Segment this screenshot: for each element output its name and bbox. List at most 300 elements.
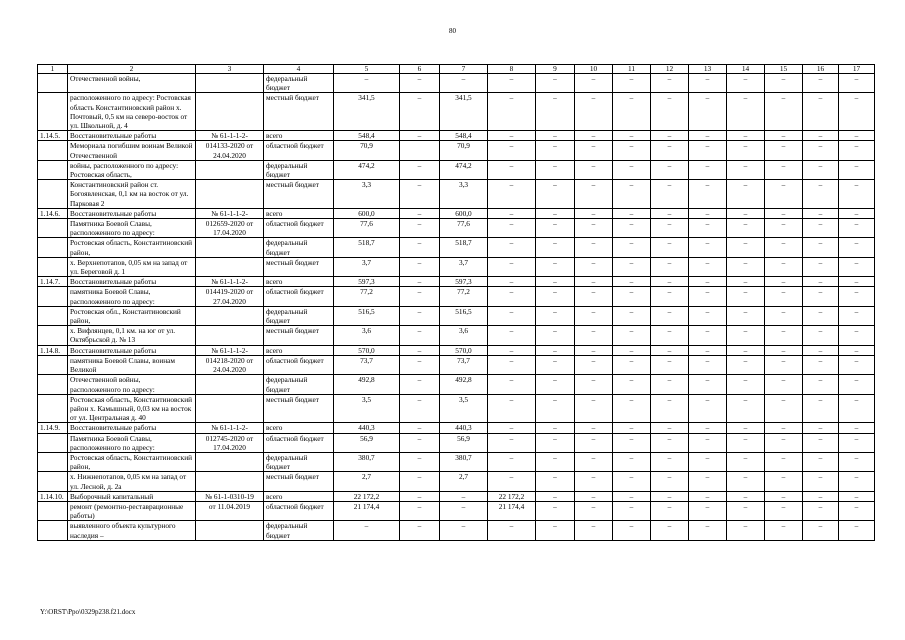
funding-source-cell: местный бюджет bbox=[264, 93, 334, 131]
value-cell: 3,5 bbox=[334, 394, 400, 423]
description-cell: х. Нижнепотапов, 0,05 км на запад от ул. Лесной, д. 2а bbox=[68, 472, 196, 491]
table-row bbox=[38, 345, 875, 355]
value-cell: – bbox=[488, 394, 536, 423]
funding-source-cell: областной бюджет bbox=[264, 141, 334, 160]
value-cell: – bbox=[613, 131, 651, 141]
value-cell: – bbox=[803, 74, 839, 93]
value-cell: – bbox=[765, 375, 803, 394]
value-cell: 516,5 bbox=[334, 306, 400, 325]
value-cell: – bbox=[803, 180, 839, 209]
value-cell: – bbox=[400, 219, 440, 238]
value-cell: – bbox=[613, 160, 651, 179]
item-number-cell bbox=[38, 287, 68, 306]
value-cell: – bbox=[400, 238, 440, 257]
value-cell: – bbox=[803, 452, 839, 471]
value-cell: – bbox=[651, 277, 689, 287]
funding-source-cell: областной бюджет bbox=[264, 287, 334, 306]
value-cell: – bbox=[689, 394, 727, 423]
value-cell: – bbox=[536, 423, 575, 433]
value-cell: – bbox=[536, 375, 575, 394]
value-cell: – bbox=[727, 452, 765, 471]
value-cell: – bbox=[651, 345, 689, 355]
table-row bbox=[38, 141, 875, 160]
value-cell: – bbox=[689, 257, 727, 276]
value-cell: 600,0 bbox=[334, 208, 400, 218]
value-cell: – bbox=[488, 423, 536, 433]
value-cell: – bbox=[613, 355, 651, 374]
value-cell: – bbox=[839, 160, 875, 179]
value-cell: – bbox=[440, 491, 488, 501]
value-cell: – bbox=[488, 345, 536, 355]
value-cell: – bbox=[803, 345, 839, 355]
value-cell: – bbox=[488, 433, 536, 452]
value-cell: – bbox=[727, 306, 765, 325]
value-cell: 492,8 bbox=[440, 375, 488, 394]
value-cell: – bbox=[488, 306, 536, 325]
value-cell: – bbox=[400, 355, 440, 374]
column-header: 17 bbox=[839, 65, 875, 74]
item-number-cell bbox=[38, 219, 68, 238]
value-cell: – bbox=[613, 180, 651, 209]
value-cell: – bbox=[689, 180, 727, 209]
funding-source-cell: федеральный бюджет bbox=[264, 238, 334, 257]
value-cell: – bbox=[613, 287, 651, 306]
item-number-cell bbox=[38, 375, 68, 394]
funding-source-cell: федеральный бюджет bbox=[264, 375, 334, 394]
column-header: 8 bbox=[488, 65, 536, 74]
value-cell: – bbox=[536, 257, 575, 276]
column-header: 10 bbox=[575, 65, 613, 74]
value-cell: – bbox=[536, 472, 575, 491]
value-cell: – bbox=[536, 287, 575, 306]
value-cell: – bbox=[727, 160, 765, 179]
description-cell: Отечественной войны, bbox=[68, 74, 196, 93]
value-cell: – bbox=[575, 433, 613, 452]
description-cell: х. Верхнепотапов, 0,05 км на запад от ул. Береговой д. 1 bbox=[68, 257, 196, 276]
table-row bbox=[38, 472, 875, 491]
value-cell: – bbox=[803, 160, 839, 179]
value-cell: – bbox=[727, 257, 765, 276]
document-cell bbox=[196, 93, 264, 131]
document-cell: № 61-1-1-2- bbox=[196, 277, 264, 287]
value-cell: – bbox=[536, 93, 575, 131]
funding-source-cell: местный бюджет bbox=[264, 257, 334, 276]
value-cell: – bbox=[651, 219, 689, 238]
value-cell: – bbox=[651, 160, 689, 179]
value-cell: 597,3 bbox=[440, 277, 488, 287]
value-cell: – bbox=[536, 306, 575, 325]
value-cell: – bbox=[727, 501, 765, 520]
description-cell: х. Вифлянцев, 0,1 км. на юг от ул. Октябрьской д. № 13 bbox=[68, 326, 196, 345]
table-row bbox=[38, 277, 875, 287]
table-row bbox=[38, 355, 875, 374]
value-cell: – bbox=[613, 394, 651, 423]
value-cell: – bbox=[536, 452, 575, 471]
funding-source-cell: всего bbox=[264, 423, 334, 433]
value-cell: – bbox=[727, 93, 765, 131]
value-cell: – bbox=[689, 208, 727, 218]
table-row bbox=[38, 238, 875, 257]
value-cell: – bbox=[803, 521, 839, 540]
value-cell: – bbox=[727, 131, 765, 141]
item-number-cell: 1.14.8. bbox=[38, 345, 68, 355]
value-cell: – bbox=[575, 257, 613, 276]
value-cell: – bbox=[727, 326, 765, 345]
value-cell: – bbox=[400, 208, 440, 218]
value-cell: – bbox=[839, 355, 875, 374]
value-cell: – bbox=[575, 160, 613, 179]
value-cell: – bbox=[536, 501, 575, 520]
value-cell: – bbox=[803, 433, 839, 452]
value-cell: 597,3 bbox=[334, 277, 400, 287]
description-cell: Ростовская область, Константиновский район х. Камышный, 0,03 км на восток от ул. Центральная д. 40 bbox=[68, 394, 196, 423]
description-cell: Восстановительные работы bbox=[68, 345, 196, 355]
document-cell bbox=[196, 160, 264, 179]
value-cell: – bbox=[839, 326, 875, 345]
value-cell: – bbox=[613, 93, 651, 131]
value-cell: 77,2 bbox=[334, 287, 400, 306]
value-cell: – bbox=[839, 257, 875, 276]
value-cell: – bbox=[651, 141, 689, 160]
value-cell: – bbox=[765, 277, 803, 287]
value-cell: – bbox=[536, 345, 575, 355]
value-cell: – bbox=[575, 394, 613, 423]
value-cell: – bbox=[613, 452, 651, 471]
value-cell: – bbox=[839, 287, 875, 306]
value-cell: – bbox=[689, 423, 727, 433]
value-cell: – bbox=[400, 345, 440, 355]
document-cell bbox=[196, 306, 264, 325]
column-header: 1 bbox=[38, 65, 68, 74]
value-cell: – bbox=[488, 277, 536, 287]
value-cell: – bbox=[334, 74, 400, 93]
value-cell: 2,7 bbox=[334, 472, 400, 491]
value-cell: – bbox=[488, 287, 536, 306]
value-cell: – bbox=[765, 501, 803, 520]
document-cell bbox=[196, 375, 264, 394]
value-cell: – bbox=[400, 160, 440, 179]
funding-source-cell: местный бюджет bbox=[264, 180, 334, 209]
value-cell: – bbox=[488, 160, 536, 179]
value-cell: – bbox=[613, 74, 651, 93]
value-cell: – bbox=[488, 257, 536, 276]
value-cell: – bbox=[613, 219, 651, 238]
document-cell bbox=[196, 257, 264, 276]
value-cell: – bbox=[575, 219, 613, 238]
item-number-cell bbox=[38, 180, 68, 209]
value-cell: – bbox=[765, 180, 803, 209]
value-cell: – bbox=[488, 238, 536, 257]
item-number-cell bbox=[38, 394, 68, 423]
value-cell: – bbox=[536, 326, 575, 345]
value-cell: – bbox=[727, 433, 765, 452]
value-cell: – bbox=[727, 208, 765, 218]
value-cell: 73,7 bbox=[334, 355, 400, 374]
document-cell bbox=[196, 394, 264, 423]
value-cell: – bbox=[803, 472, 839, 491]
value-cell: – bbox=[400, 287, 440, 306]
item-number-cell bbox=[38, 452, 68, 471]
funding-source-cell: всего bbox=[264, 208, 334, 218]
value-cell: – bbox=[400, 501, 440, 520]
value-cell: – bbox=[536, 208, 575, 218]
description-cell: Восстановительные работы bbox=[68, 277, 196, 287]
value-cell: – bbox=[400, 74, 440, 93]
table-row bbox=[38, 74, 875, 93]
value-cell: 3,3 bbox=[440, 180, 488, 209]
value-cell: – bbox=[765, 287, 803, 306]
value-cell: 474,2 bbox=[334, 160, 400, 179]
value-cell: – bbox=[575, 141, 613, 160]
value-cell: – bbox=[689, 521, 727, 540]
column-header: 5 bbox=[334, 65, 400, 74]
value-cell: 341,5 bbox=[334, 93, 400, 131]
value-cell: – bbox=[689, 306, 727, 325]
value-cell: – bbox=[839, 345, 875, 355]
file-path-footer: Y:\ORST\Ppo\0329p238.f21.docx bbox=[40, 608, 136, 616]
value-cell: – bbox=[651, 452, 689, 471]
table-row bbox=[38, 326, 875, 345]
value-cell: – bbox=[400, 93, 440, 131]
value-cell: – bbox=[613, 472, 651, 491]
document-cell: 012659-2020 от 17.04.2020 bbox=[196, 219, 264, 238]
value-cell: – bbox=[803, 141, 839, 160]
value-cell: – bbox=[613, 257, 651, 276]
funding-source-cell: местный бюджет bbox=[264, 326, 334, 345]
value-cell: – bbox=[689, 472, 727, 491]
value-cell: – bbox=[651, 208, 689, 218]
column-header: 3 bbox=[196, 65, 264, 74]
value-cell: – bbox=[575, 423, 613, 433]
value-cell: – bbox=[839, 521, 875, 540]
value-cell: – bbox=[575, 452, 613, 471]
value-cell: – bbox=[536, 141, 575, 160]
value-cell: – bbox=[575, 287, 613, 306]
value-cell: – bbox=[651, 472, 689, 491]
value-cell: – bbox=[651, 491, 689, 501]
value-cell: – bbox=[727, 277, 765, 287]
value-cell: – bbox=[651, 306, 689, 325]
description-cell: ремонт (ремонтно-реставрационные работы) bbox=[68, 501, 196, 520]
value-cell: – bbox=[727, 423, 765, 433]
value-cell: – bbox=[488, 355, 536, 374]
table-row bbox=[38, 491, 875, 501]
value-cell: – bbox=[613, 141, 651, 160]
value-cell: – bbox=[536, 433, 575, 452]
value-cell: – bbox=[839, 375, 875, 394]
description-cell: памятника Боевой Славы, воинам Великой bbox=[68, 355, 196, 374]
column-header: 15 bbox=[765, 65, 803, 74]
value-cell: 380,7 bbox=[334, 452, 400, 471]
value-cell: – bbox=[689, 74, 727, 93]
value-cell: – bbox=[689, 93, 727, 131]
item-number-cell bbox=[38, 501, 68, 520]
description-cell: Восстановительные работы bbox=[68, 208, 196, 218]
value-cell: – bbox=[536, 160, 575, 179]
value-cell: – bbox=[765, 491, 803, 501]
value-cell: – bbox=[536, 491, 575, 501]
value-cell: – bbox=[613, 433, 651, 452]
description-cell: Ростовская обл., Константиновский район, bbox=[68, 306, 196, 325]
value-cell: – bbox=[839, 219, 875, 238]
value-cell: – bbox=[765, 394, 803, 423]
value-cell: – bbox=[765, 131, 803, 141]
description-cell: памятника Боевой Славы, расположенного по адресу: bbox=[68, 287, 196, 306]
value-cell: – bbox=[400, 326, 440, 345]
table-row bbox=[38, 257, 875, 276]
value-cell: – bbox=[727, 394, 765, 423]
value-cell: – bbox=[575, 208, 613, 218]
value-cell: – bbox=[536, 238, 575, 257]
value-cell: 77,6 bbox=[440, 219, 488, 238]
document-cell bbox=[196, 180, 264, 209]
document-cell: 012745-2020 от 17.04.2020 bbox=[196, 433, 264, 452]
funding-source-cell: федеральный бюджет bbox=[264, 74, 334, 93]
column-header: 9 bbox=[536, 65, 575, 74]
value-cell: 70,9 bbox=[440, 141, 488, 160]
table-row bbox=[38, 306, 875, 325]
value-cell: – bbox=[689, 452, 727, 471]
document-cell bbox=[196, 74, 264, 93]
value-cell: – bbox=[613, 521, 651, 540]
value-cell: – bbox=[651, 131, 689, 141]
document-cell bbox=[196, 326, 264, 345]
value-cell: – bbox=[765, 238, 803, 257]
value-cell: 570,0 bbox=[334, 345, 400, 355]
value-cell: – bbox=[575, 491, 613, 501]
description-cell: Отечественной войны, расположенного по адресу: bbox=[68, 375, 196, 394]
value-cell: – bbox=[651, 394, 689, 423]
funding-source-cell: федеральный бюджет bbox=[264, 452, 334, 471]
funding-source-cell: федеральный бюджет bbox=[264, 306, 334, 325]
value-cell: – bbox=[803, 423, 839, 433]
value-cell: 77,6 bbox=[334, 219, 400, 238]
value-cell: – bbox=[803, 238, 839, 257]
description-cell: Ростовская область, Константиновский район, bbox=[68, 452, 196, 471]
value-cell: – bbox=[400, 472, 440, 491]
column-header: 6 bbox=[400, 65, 440, 74]
value-cell: – bbox=[651, 180, 689, 209]
document-cell bbox=[196, 521, 264, 540]
value-cell: 570,0 bbox=[440, 345, 488, 355]
table-row bbox=[38, 160, 875, 179]
value-cell: – bbox=[839, 180, 875, 209]
table-row bbox=[38, 287, 875, 306]
value-cell: – bbox=[803, 287, 839, 306]
value-cell: 3,6 bbox=[440, 326, 488, 345]
value-cell: 548,4 bbox=[334, 131, 400, 141]
value-cell: – bbox=[400, 394, 440, 423]
value-cell: 3,7 bbox=[440, 257, 488, 276]
table-row bbox=[38, 394, 875, 423]
value-cell: – bbox=[803, 257, 839, 276]
item-number-cell bbox=[38, 306, 68, 325]
value-cell: 2,7 bbox=[440, 472, 488, 491]
value-cell: – bbox=[765, 74, 803, 93]
table-body bbox=[38, 74, 875, 541]
value-cell: – bbox=[651, 93, 689, 131]
value-cell: – bbox=[689, 355, 727, 374]
table-row bbox=[38, 208, 875, 218]
value-cell: – bbox=[689, 375, 727, 394]
value-cell: 56,9 bbox=[440, 433, 488, 452]
value-cell: – bbox=[727, 287, 765, 306]
value-cell: – bbox=[803, 375, 839, 394]
table-row bbox=[38, 433, 875, 452]
value-cell: 518,7 bbox=[334, 238, 400, 257]
value-cell: – bbox=[536, 277, 575, 287]
document-cell: № 61-1-1-2- bbox=[196, 345, 264, 355]
item-number-cell bbox=[38, 160, 68, 179]
value-cell: – bbox=[839, 472, 875, 491]
value-cell: – bbox=[689, 238, 727, 257]
value-cell: – bbox=[765, 219, 803, 238]
value-cell: – bbox=[727, 355, 765, 374]
value-cell: – bbox=[765, 306, 803, 325]
value-cell: – bbox=[536, 521, 575, 540]
value-cell: 440,3 bbox=[334, 423, 400, 433]
value-cell: 70,9 bbox=[334, 141, 400, 160]
value-cell: – bbox=[400, 491, 440, 501]
document-cell: 014419-2020 от 27.04.2020 bbox=[196, 287, 264, 306]
document-cell: № 61-1-0310-19 bbox=[196, 491, 264, 501]
value-cell: – bbox=[488, 521, 536, 540]
value-cell: – bbox=[803, 306, 839, 325]
value-cell: – bbox=[575, 375, 613, 394]
description-cell: Памятника Боевой Славы, расположенного по адресу: bbox=[68, 219, 196, 238]
funding-source-cell: федеральный бюджет bbox=[264, 521, 334, 540]
value-cell: 3,3 bbox=[334, 180, 400, 209]
value-cell: – bbox=[689, 501, 727, 520]
value-cell: – bbox=[803, 131, 839, 141]
column-header: 4 bbox=[264, 65, 334, 74]
value-cell: – bbox=[839, 452, 875, 471]
value-cell: – bbox=[803, 93, 839, 131]
value-cell: – bbox=[689, 141, 727, 160]
value-cell: – bbox=[536, 74, 575, 93]
value-cell: – bbox=[803, 491, 839, 501]
table-row bbox=[38, 423, 875, 433]
value-cell: – bbox=[765, 257, 803, 276]
value-cell: – bbox=[689, 433, 727, 452]
value-cell: – bbox=[651, 521, 689, 540]
value-cell: – bbox=[839, 491, 875, 501]
value-cell: – bbox=[651, 326, 689, 345]
value-cell: – bbox=[400, 257, 440, 276]
value-cell: – bbox=[727, 74, 765, 93]
value-cell: – bbox=[575, 345, 613, 355]
value-cell: – bbox=[400, 375, 440, 394]
item-number-cell: 1.14.9. bbox=[38, 423, 68, 433]
funding-source-cell: областной бюджет bbox=[264, 501, 334, 520]
value-cell: – bbox=[839, 423, 875, 433]
item-number-cell bbox=[38, 74, 68, 93]
value-cell: 77,2 bbox=[440, 287, 488, 306]
description-cell: Мемориала погибшим воинам Великой Отечественной bbox=[68, 141, 196, 160]
value-cell: – bbox=[803, 277, 839, 287]
table-row bbox=[38, 180, 875, 209]
document-cell bbox=[196, 472, 264, 491]
value-cell: – bbox=[400, 452, 440, 471]
value-cell: – bbox=[839, 208, 875, 218]
table-row bbox=[38, 375, 875, 394]
description-cell: Выборочный капитальный bbox=[68, 491, 196, 501]
value-cell: 548,4 bbox=[440, 131, 488, 141]
column-number-row bbox=[38, 65, 875, 74]
value-cell: – bbox=[613, 345, 651, 355]
value-cell: – bbox=[689, 491, 727, 501]
value-cell: – bbox=[575, 326, 613, 345]
